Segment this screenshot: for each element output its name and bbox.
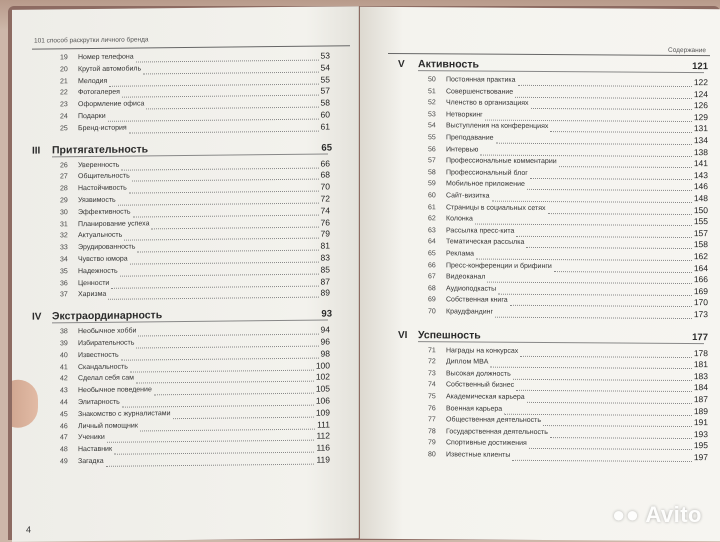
- entry-page: 169: [693, 285, 708, 296]
- entry-number: 38: [60, 328, 68, 336]
- entry-page: 111: [317, 419, 330, 430]
- entry-number: 56: [428, 145, 436, 153]
- entry-page: 105: [315, 383, 330, 394]
- entry-page: 146: [693, 181, 708, 192]
- entry-page: 85: [320, 264, 330, 275]
- avito-dots-icon: ●●: [611, 502, 640, 527]
- watermark-text: Avito: [645, 502, 702, 527]
- entry-title: Общительность: [78, 172, 130, 181]
- entry-number: 62: [428, 215, 436, 223]
- dot-leader: [513, 372, 692, 381]
- entry-title: Актуальность: [78, 232, 123, 240]
- entry-number: 68: [428, 285, 436, 293]
- dot-leader: [485, 112, 692, 121]
- entry-title: Краудфандинг: [446, 308, 494, 316]
- entry-title: Выступления на конференциях: [446, 122, 549, 131]
- entry-page: 197: [693, 452, 708, 463]
- running-head-right: Содержание: [668, 46, 706, 55]
- entry-page: 79: [320, 228, 330, 239]
- entry-page: 102: [315, 371, 330, 383]
- entry-number: 49: [60, 458, 68, 466]
- entry-page: 189: [693, 405, 708, 416]
- entry-title: Скандальность: [78, 363, 128, 371]
- entry-page: 195: [693, 440, 708, 451]
- entry-title: Фотогалерея: [78, 89, 120, 97]
- entry-title: Интервью: [446, 145, 479, 154]
- entry-number: 48: [60, 446, 68, 454]
- entry-number: 55: [428, 134, 436, 142]
- dot-leader: [143, 64, 319, 74]
- entry-title: Аудиоподкасты: [446, 285, 497, 293]
- entry-number: 74: [428, 381, 436, 389]
- entry-number: 53: [428, 111, 436, 119]
- entry-number: 21: [60, 77, 68, 85]
- section-leader: [418, 70, 704, 73]
- entry-page: 164: [693, 262, 708, 273]
- entry-page: 76: [320, 217, 330, 228]
- entry-page: 57: [320, 85, 330, 96]
- entry-page: 96: [320, 336, 330, 347]
- entry-number: 23: [60, 101, 68, 109]
- entry-number: 70: [428, 308, 436, 316]
- entry-number: 73: [428, 370, 436, 378]
- dot-leader: [129, 184, 319, 194]
- dot-leader: [527, 395, 692, 404]
- header-rule-left: [32, 45, 350, 49]
- entry-title: Эрудированность: [78, 243, 136, 252]
- entry-number: 33: [60, 244, 68, 252]
- dot-leader: [109, 76, 319, 86]
- entry-page: 89: [320, 287, 330, 298]
- entry-number: 60: [428, 192, 436, 200]
- dot-leader: [137, 243, 319, 253]
- entry-title: Харизма: [78, 291, 107, 299]
- entry-title: Академическая карьера: [446, 393, 525, 401]
- dot-leader: [550, 430, 692, 439]
- entry-number: 79: [428, 439, 436, 447]
- dot-leader: [114, 445, 314, 455]
- entry-title: Крутой автомобиль: [78, 65, 142, 73]
- entry-number: 52: [428, 99, 436, 107]
- entry-page: 116: [316, 442, 330, 453]
- dot-leader: [130, 255, 319, 265]
- section-page: 177: [692, 331, 708, 343]
- entry-title: Планирование успеха: [78, 219, 150, 228]
- entry-page: 138: [693, 146, 708, 157]
- entry-number: 71: [428, 346, 436, 354]
- entry-page: 122: [693, 77, 708, 88]
- entry-number: 43: [60, 387, 68, 395]
- dot-leader: [107, 433, 314, 443]
- dot-leader: [154, 386, 314, 396]
- entry-page: 106: [315, 395, 330, 406]
- entry-title: Необычное поведение: [78, 386, 152, 395]
- dot-leader: [531, 101, 692, 110]
- entry-number: 29: [60, 197, 68, 205]
- entry-title: Диплом MBA: [446, 358, 489, 366]
- entry-page: 187: [693, 394, 708, 405]
- section-number: V: [398, 59, 405, 71]
- entry-title: Ценности: [78, 279, 110, 287]
- section-title: Притягательность: [52, 142, 149, 156]
- dot-leader: [173, 409, 314, 418]
- section-page: 121: [692, 61, 708, 73]
- entry-number: 22: [60, 89, 68, 97]
- entry-title: Сайт-визитка: [446, 192, 490, 200]
- dot-leader: [133, 207, 319, 217]
- entry-number: 54: [428, 122, 436, 130]
- entry-page: 119: [316, 454, 330, 465]
- dot-leader: [516, 229, 692, 238]
- dot-leader: [124, 231, 319, 241]
- entry-title: Загадка: [78, 457, 104, 466]
- dot-leader: [122, 398, 314, 408]
- dot-leader: [495, 310, 692, 319]
- entry-title: Преподавание: [446, 134, 494, 142]
- entry-title: Рассылка пресс-кита: [446, 227, 515, 235]
- toc-entry: [60, 289, 330, 304]
- entry-number: 34: [60, 256, 68, 264]
- entry-number: 75: [428, 393, 436, 401]
- entry-page: 157: [693, 227, 708, 238]
- dot-leader: [516, 383, 692, 392]
- entry-title: Военная карьера: [446, 404, 503, 413]
- entry-title: Уверенность: [78, 161, 120, 169]
- entry-page: 191: [693, 417, 708, 428]
- entry-title: Сделал себя сам: [78, 374, 134, 383]
- entry-number: 42: [60, 375, 68, 383]
- dot-leader: [132, 172, 319, 182]
- entry-title: Избирательность: [78, 339, 135, 348]
- dot-leader: [530, 171, 692, 180]
- entry-title: Известность: [78, 351, 119, 359]
- entry-title: Государственная деятельность: [446, 428, 548, 436]
- entry-page: 155: [693, 216, 708, 227]
- entry-number: 50: [428, 76, 436, 84]
- entry-number: 77: [428, 416, 436, 424]
- dot-leader: [111, 278, 319, 288]
- dot-leader: [543, 418, 692, 427]
- entry-number: 19: [60, 54, 68, 62]
- entry-page: 53: [320, 50, 330, 61]
- entry-title: Уязвимость: [78, 196, 116, 205]
- entry-title: Пресс-конференции и брифинги: [446, 261, 552, 270]
- entry-number: 66: [428, 261, 436, 269]
- dot-leader: [490, 360, 692, 369]
- entry-page: 68: [320, 169, 330, 180]
- entry-title: Реклама: [446, 250, 475, 258]
- entry-title: Оформление офиса: [78, 100, 145, 109]
- entry-page: 178: [693, 347, 708, 358]
- entry-page: 74: [320, 205, 330, 216]
- entry-page: 54: [320, 62, 330, 73]
- entry-number: 25: [60, 125, 68, 133]
- entry-page: 141: [693, 158, 708, 169]
- dot-leader: [554, 264, 692, 273]
- entry-number: 61: [428, 203, 436, 211]
- dot-leader: [118, 196, 319, 206]
- entry-page: 55: [320, 74, 330, 85]
- entry-page: 143: [693, 169, 708, 180]
- entry-number: 44: [60, 399, 68, 407]
- entry-page: 87: [320, 276, 330, 287]
- entry-title: Бренд-история: [78, 124, 127, 132]
- entry-number: 39: [60, 340, 68, 348]
- dot-leader: [108, 290, 319, 300]
- entry-number: 45: [60, 411, 68, 419]
- dot-leader: [520, 348, 692, 357]
- dot-leader: [475, 217, 692, 227]
- section-page: 65: [321, 142, 332, 154]
- entry-title: Необычное хобби: [78, 327, 137, 336]
- entry-page: 109: [315, 407, 330, 418]
- entry-page: 124: [693, 88, 708, 99]
- entry-title: Эффективность: [78, 208, 131, 216]
- dot-leader: [548, 206, 692, 215]
- finger: [12, 380, 38, 428]
- entry-page: 150: [693, 204, 708, 215]
- entry-title: Видеоканал: [446, 273, 486, 281]
- entry-title: Мелодия: [78, 77, 108, 85]
- entry-number: 64: [428, 238, 436, 246]
- entry-page: 112: [316, 430, 330, 442]
- toc-entry: [60, 122, 330, 137]
- entry-number: 58: [428, 169, 436, 177]
- toc-entry: [428, 451, 708, 465]
- entry-page: 100: [315, 360, 330, 371]
- toc-entry: [428, 308, 708, 322]
- dot-leader: [140, 421, 315, 431]
- entry-title: Нетворкинг: [446, 111, 483, 119]
- entry-page: 181: [693, 359, 708, 370]
- entry-number: 78: [428, 428, 436, 436]
- entry-title: Профессиональный блог: [446, 169, 528, 177]
- entry-page: 134: [693, 135, 708, 146]
- dot-leader: [129, 123, 319, 133]
- entry-number: 28: [60, 185, 68, 193]
- entry-page: 61: [320, 121, 330, 132]
- section-number: IV: [32, 311, 42, 323]
- entry-title: Собственная книга: [446, 296, 508, 305]
- entry-number: 76: [428, 404, 436, 412]
- section-page: 93: [321, 308, 332, 320]
- entry-number: 40: [60, 352, 68, 360]
- entry-number: 67: [428, 273, 436, 281]
- dot-leader: [498, 287, 692, 296]
- entry-number: 63: [428, 227, 436, 235]
- entry-number: 72: [428, 358, 436, 366]
- dot-leader: [136, 339, 319, 349]
- section-leader: [418, 341, 704, 344]
- entry-number: 35: [60, 268, 68, 276]
- dot-leader: [151, 219, 319, 229]
- entry-number: 31: [60, 220, 68, 228]
- entry-page: 129: [693, 111, 708, 122]
- entry-title: Страницы в социальных сетях: [446, 203, 546, 212]
- entry-number: 69: [428, 296, 436, 304]
- dot-leader: [518, 78, 692, 87]
- entry-number: 41: [60, 363, 68, 371]
- entry-title: Общественная деятельность: [446, 416, 542, 425]
- section-title: Активность: [418, 58, 479, 71]
- dot-leader: [512, 453, 692, 462]
- entry-page: 98: [320, 348, 330, 359]
- dot-leader: [492, 194, 692, 203]
- entry-page: 170: [693, 297, 708, 308]
- entry-title: Постоянная практика: [446, 76, 516, 84]
- section-number: III: [32, 145, 41, 157]
- entry-number: 47: [60, 434, 68, 442]
- entry-page: 94: [320, 324, 330, 335]
- dot-leader: [121, 350, 319, 360]
- dot-leader: [510, 298, 692, 307]
- entry-title: Чувство юмора: [78, 255, 128, 264]
- entry-number: 46: [60, 422, 68, 430]
- entry-page: 131: [693, 123, 708, 134]
- entry-number: 65: [428, 250, 436, 258]
- section-number: VI: [398, 329, 408, 341]
- entry-title: Известные клиенты: [446, 451, 511, 459]
- dot-leader: [136, 374, 314, 384]
- entry-number: 36: [60, 279, 68, 287]
- entry-number: 51: [428, 87, 436, 95]
- entry-page: 184: [693, 382, 708, 393]
- toc-entry: [60, 455, 330, 470]
- header-rule-right: [388, 53, 710, 56]
- dot-leader: [108, 112, 319, 122]
- entry-title: Совершенствование: [446, 87, 514, 96]
- entry-page: 183: [693, 370, 708, 381]
- page-number-left: 4: [26, 524, 32, 535]
- dot-leader: [559, 159, 692, 168]
- entry-title: Награды на конкурсах: [446, 346, 519, 355]
- dot-leader: [146, 100, 319, 110]
- dot-leader: [550, 124, 692, 133]
- entry-page: 60: [320, 109, 330, 120]
- entry-title: Спортивные достижения: [446, 439, 527, 448]
- dot-leader: [121, 160, 319, 170]
- dot-leader: [504, 406, 692, 415]
- entry-number: 20: [60, 66, 68, 74]
- section-title: Успешность: [418, 328, 481, 342]
- entry-number: 59: [428, 180, 436, 188]
- entry-title: Подарки: [78, 112, 106, 121]
- entry-number: 32: [60, 232, 68, 240]
- dot-leader: [122, 88, 319, 98]
- entry-number: 37: [60, 291, 68, 299]
- entry-title: Ученики: [78, 434, 105, 442]
- entry-title: Надежность: [78, 267, 118, 275]
- entry-title: Профессиональные комментарии: [446, 157, 557, 166]
- dot-leader: [526, 240, 692, 249]
- entry-page: 83: [320, 252, 330, 263]
- entry-title: Настойчивость: [78, 184, 127, 193]
- entry-page: 166: [693, 274, 708, 285]
- entry-page: 148: [693, 193, 708, 204]
- dot-leader: [120, 266, 319, 276]
- entry-title: Собственный бизнес: [446, 381, 515, 390]
- dot-leader: [136, 53, 319, 63]
- entry-page: 173: [693, 309, 708, 320]
- entry-number: 80: [428, 451, 436, 459]
- entry-number: 30: [60, 209, 68, 217]
- entry-title: Элитарность: [78, 398, 120, 407]
- dot-leader: [480, 147, 692, 156]
- dot-leader: [496, 136, 692, 145]
- entry-page: 126: [693, 100, 708, 111]
- dot-leader: [130, 362, 314, 372]
- entry-title: Тематическая рассылка: [446, 238, 525, 247]
- entry-title: Высокая должность: [446, 370, 511, 378]
- entry-title: Членство в организациях: [446, 99, 529, 108]
- dot-leader: [527, 182, 692, 191]
- dot-leader: [106, 457, 314, 467]
- entry-page: 158: [693, 239, 708, 250]
- entry-title: Колонка: [446, 215, 473, 223]
- right-page: [360, 7, 720, 542]
- avito-watermark: [612, 502, 702, 528]
- entry-page: 70: [320, 181, 330, 192]
- dot-leader: [476, 252, 692, 262]
- section-title: Экстраординарность: [52, 309, 163, 323]
- entry-title: Мобильное приложение: [446, 180, 525, 189]
- entry-page: 72: [320, 193, 330, 204]
- entry-page: 193: [693, 428, 708, 439]
- entry-page: 162: [693, 251, 708, 262]
- entry-title: Личный помощник: [78, 422, 138, 430]
- entry-number: 27: [60, 173, 68, 181]
- entry-number: 26: [60, 161, 68, 169]
- entry-title: Наставник: [78, 445, 113, 454]
- dot-leader: [487, 275, 692, 284]
- entry-title: Знакомство с журналистами: [78, 409, 171, 418]
- running-head-left: 101 способ раскрутки личного бренда: [34, 36, 149, 45]
- entry-number: 57: [428, 157, 436, 165]
- entry-page: 58: [320, 97, 330, 108]
- left-page: [12, 6, 359, 542]
- dot-leader: [138, 327, 319, 337]
- entry-page: 81: [320, 240, 330, 251]
- entry-title: Номер телефона: [78, 53, 134, 62]
- dot-leader: [515, 89, 692, 98]
- dot-leader: [529, 441, 692, 450]
- entry-page: 66: [320, 158, 330, 169]
- entry-number: 24: [60, 113, 68, 121]
